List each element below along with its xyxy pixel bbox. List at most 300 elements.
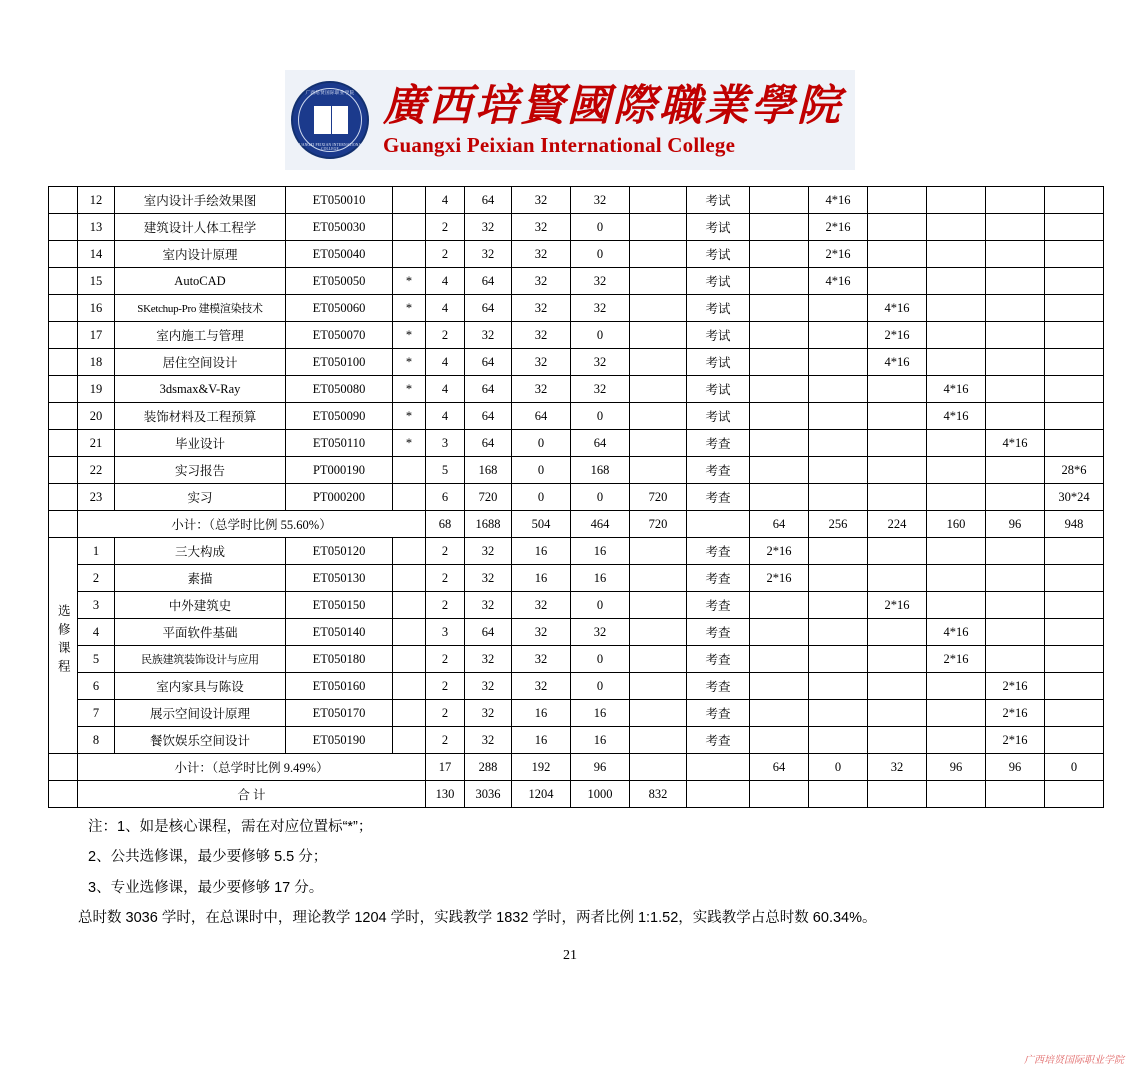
row-index: 5 [78, 646, 115, 673]
category-cell [49, 376, 78, 403]
term-3 [868, 538, 927, 565]
term-5 [986, 214, 1045, 241]
term-2: 2*16 [809, 214, 868, 241]
course-code: ET050060 [286, 295, 393, 322]
week-hours [630, 592, 687, 619]
core-star: * [393, 322, 426, 349]
assessment: 考查 [687, 538, 750, 565]
week-hours [630, 754, 687, 781]
course-name: 室内施工与管理 [115, 322, 286, 349]
practice-hours: 32 [571, 187, 630, 214]
term-1: 2*16 [750, 565, 809, 592]
term-6 [1045, 646, 1104, 673]
term-2: 4*16 [809, 268, 868, 295]
course-code: ET050180 [286, 646, 393, 673]
practice-hours: 16 [571, 727, 630, 754]
term-6 [1045, 727, 1104, 754]
theory-hours: 16 [512, 700, 571, 727]
core-star [393, 565, 426, 592]
theory-hours: 32 [512, 295, 571, 322]
term-5 [986, 781, 1045, 808]
table-row [49, 457, 1104, 484]
credit: 2 [426, 241, 465, 268]
total-hours: 720 [465, 484, 512, 511]
course-code: ET050140 [286, 619, 393, 646]
term-6 [1045, 565, 1104, 592]
assessment: 考查 [687, 457, 750, 484]
term-4 [927, 565, 986, 592]
term-6 [1045, 349, 1104, 376]
term-5 [986, 268, 1045, 295]
total-hours: 3036 [465, 781, 512, 808]
required-subtotal-row [49, 511, 1104, 538]
week-hours [630, 187, 687, 214]
assessment: 考试 [687, 268, 750, 295]
course-code: PT000200 [286, 484, 393, 511]
row-index: 16 [78, 295, 115, 322]
term-2 [809, 646, 868, 673]
assessment [687, 754, 750, 781]
course-code: ET050070 [286, 322, 393, 349]
course-name: 居住空间设计 [115, 349, 286, 376]
category-cell-elective [49, 538, 78, 754]
table-row [49, 592, 1104, 619]
course-name: 中外建筑史 [115, 592, 286, 619]
total-hours: 64 [465, 403, 512, 430]
credit: 4 [426, 295, 465, 322]
total-hours: 32 [465, 673, 512, 700]
practice-hours: 16 [571, 565, 630, 592]
week-hours [630, 376, 687, 403]
course-code: ET050190 [286, 727, 393, 754]
assessment: 考查 [687, 673, 750, 700]
total-hours: 64 [465, 187, 512, 214]
row-index: 23 [78, 484, 115, 511]
term-5: 2*16 [986, 673, 1045, 700]
practice-hours: 0 [571, 322, 630, 349]
core-star [393, 457, 426, 484]
total-hours: 32 [465, 700, 512, 727]
college-crest-icon [291, 81, 369, 159]
term-4: 4*16 [927, 403, 986, 430]
week-hours [630, 268, 687, 295]
total-hours: 288 [465, 754, 512, 781]
term-3: 2*16 [868, 592, 927, 619]
row-index: 17 [78, 322, 115, 349]
category-cell [49, 268, 78, 295]
course-code: ET050030 [286, 214, 393, 241]
college-name-en: Guangxi Peixian International College [383, 133, 736, 158]
assessment: 考试 [687, 376, 750, 403]
week-hours [630, 619, 687, 646]
core-star [393, 700, 426, 727]
credit: 5 [426, 457, 465, 484]
term-3: 4*16 [868, 295, 927, 322]
core-star: * [393, 376, 426, 403]
term-4 [927, 241, 986, 268]
core-star [393, 241, 426, 268]
theory-hours: 0 [512, 430, 571, 457]
category-cell [49, 241, 78, 268]
term-2: 0 [809, 754, 868, 781]
table-row [49, 268, 1104, 295]
course-code: ET050010 [286, 187, 393, 214]
note-1: 注：1、如是核心课程，需在对应位置标“*”； [88, 819, 373, 835]
course-name: SKetchup-Pro 建模渲染技术 [115, 295, 286, 322]
term-1 [750, 700, 809, 727]
theory-hours: 32 [512, 592, 571, 619]
core-star [393, 727, 426, 754]
course-name: 展示空间设计原理 [115, 700, 286, 727]
credit: 130 [426, 781, 465, 808]
term-1: 64 [750, 754, 809, 781]
course-name: 平面软件基础 [115, 619, 286, 646]
term-1 [750, 349, 809, 376]
term-3 [868, 484, 927, 511]
practice-hours: 32 [571, 295, 630, 322]
term-2 [809, 295, 868, 322]
term-1 [750, 592, 809, 619]
theory-hours: 32 [512, 214, 571, 241]
practice-hours: 16 [571, 700, 630, 727]
credit: 4 [426, 403, 465, 430]
credit: 4 [426, 349, 465, 376]
term-2 [809, 430, 868, 457]
assessment: 考查 [687, 727, 750, 754]
term-5 [986, 349, 1045, 376]
practice-hours: 32 [571, 619, 630, 646]
row-index: 7 [78, 700, 115, 727]
term-3 [868, 430, 927, 457]
total-hours: 32 [465, 214, 512, 241]
term-2 [809, 349, 868, 376]
term-4 [927, 349, 986, 376]
term-2 [809, 781, 868, 808]
total-hours: 64 [465, 295, 512, 322]
term-4: 4*16 [927, 376, 986, 403]
term-6 [1045, 187, 1104, 214]
course-name: 三大构成 [115, 538, 286, 565]
assessment: 考查 [687, 484, 750, 511]
term-6 [1045, 295, 1104, 322]
term-1 [750, 214, 809, 241]
assessment: 考查 [687, 619, 750, 646]
assessment: 考查 [687, 592, 750, 619]
assessment: 考查 [687, 430, 750, 457]
credit: 3 [426, 619, 465, 646]
assessment: 考查 [687, 646, 750, 673]
term-3 [868, 673, 927, 700]
assessment: 考查 [687, 700, 750, 727]
row-index: 13 [78, 214, 115, 241]
table-row [49, 700, 1104, 727]
week-hours [630, 295, 687, 322]
term-3: 224 [868, 511, 927, 538]
theory-hours: 504 [512, 511, 571, 538]
category-cell [49, 403, 78, 430]
practice-hours: 464 [571, 511, 630, 538]
term-6 [1045, 700, 1104, 727]
term-2: 2*16 [809, 241, 868, 268]
term-4 [927, 727, 986, 754]
term-6 [1045, 214, 1104, 241]
theory-hours: 192 [512, 754, 571, 781]
week-hours [630, 457, 687, 484]
week-hours [630, 349, 687, 376]
table-row [49, 322, 1104, 349]
table-row [49, 565, 1104, 592]
core-star [393, 673, 426, 700]
credit: 2 [426, 700, 465, 727]
practice-hours: 0 [571, 484, 630, 511]
course-name: 装饰材料及工程预算 [115, 403, 286, 430]
term-5 [986, 484, 1045, 511]
week-hours [630, 241, 687, 268]
total-hours: 32 [465, 646, 512, 673]
course-name: 室内设计手绘效果图 [115, 187, 286, 214]
grand-total-label: 合 计 [78, 781, 426, 808]
term-2 [809, 619, 868, 646]
term-4: 4*16 [927, 619, 986, 646]
practice-hours: 1000 [571, 781, 630, 808]
term-5: 2*16 [986, 727, 1045, 754]
credit: 2 [426, 646, 465, 673]
term-4 [927, 187, 986, 214]
total-hours: 32 [465, 727, 512, 754]
course-code: PT000190 [286, 457, 393, 484]
practice-hours: 0 [571, 673, 630, 700]
row-index: 15 [78, 268, 115, 295]
week-hours [630, 322, 687, 349]
term-6 [1045, 403, 1104, 430]
table-row [49, 295, 1104, 322]
category-cell [49, 484, 78, 511]
term-5 [986, 322, 1045, 349]
term-1 [750, 241, 809, 268]
term-6 [1045, 241, 1104, 268]
week-hours: 720 [630, 511, 687, 538]
term-2 [809, 565, 868, 592]
practice-hours: 0 [571, 592, 630, 619]
credit: 4 [426, 187, 465, 214]
credit: 6 [426, 484, 465, 511]
credit: 2 [426, 673, 465, 700]
category-cell [49, 349, 78, 376]
course-code: ET050160 [286, 673, 393, 700]
total-hours: 32 [465, 322, 512, 349]
course-name: 室内家具与陈设 [115, 673, 286, 700]
practice-hours: 168 [571, 457, 630, 484]
term-5 [986, 457, 1045, 484]
term-6 [1045, 619, 1104, 646]
practice-hours: 64 [571, 430, 630, 457]
subtotal-label: 小计：（总学时比例 55.60%） [78, 511, 426, 538]
row-index: 4 [78, 619, 115, 646]
term-1 [750, 673, 809, 700]
course-code: ET050110 [286, 430, 393, 457]
credit: 4 [426, 268, 465, 295]
week-hours [630, 403, 687, 430]
subtotal-label: 小计：（总学时比例 9.49%） [78, 754, 426, 781]
practice-hours: 0 [571, 646, 630, 673]
practice-hours: 96 [571, 754, 630, 781]
practice-hours: 32 [571, 376, 630, 403]
row-index: 20 [78, 403, 115, 430]
term-5: 96 [986, 754, 1045, 781]
course-name: 室内设计原理 [115, 241, 286, 268]
practice-hours: 32 [571, 349, 630, 376]
course-name: 民族建筑装饰设计与应用 [115, 646, 286, 673]
term-6: 30*24 [1045, 484, 1104, 511]
term-1 [750, 322, 809, 349]
term-4 [927, 538, 986, 565]
core-star: * [393, 349, 426, 376]
table-row [49, 646, 1104, 673]
row-index: 2 [78, 565, 115, 592]
practice-hours: 16 [571, 538, 630, 565]
total-hours: 64 [465, 349, 512, 376]
term-5 [986, 538, 1045, 565]
course-name: 实习 [115, 484, 286, 511]
assessment: 考试 [687, 322, 750, 349]
total-hours: 64 [465, 376, 512, 403]
term-6 [1045, 268, 1104, 295]
course-code: ET050080 [286, 376, 393, 403]
category-cell [49, 430, 78, 457]
practice-hours: 0 [571, 214, 630, 241]
table-row [49, 484, 1104, 511]
category-cell [49, 511, 78, 538]
term-1 [750, 187, 809, 214]
term-4: 96 [927, 754, 986, 781]
term-3 [868, 781, 927, 808]
week-hours [630, 700, 687, 727]
term-3 [868, 376, 927, 403]
assessment: 考试 [687, 241, 750, 268]
term-3 [868, 187, 927, 214]
term-3 [868, 619, 927, 646]
term-1: 64 [750, 511, 809, 538]
total-hours: 32 [465, 565, 512, 592]
theory-hours: 32 [512, 241, 571, 268]
row-index: 21 [78, 430, 115, 457]
category-cell [49, 322, 78, 349]
core-star [393, 187, 426, 214]
term-5 [986, 376, 1045, 403]
row-index: 14 [78, 241, 115, 268]
row-index: 22 [78, 457, 115, 484]
table-row [49, 187, 1104, 214]
row-index: 19 [78, 376, 115, 403]
term-4 [927, 322, 986, 349]
credit: 2 [426, 565, 465, 592]
week-hours [630, 214, 687, 241]
week-hours [630, 430, 687, 457]
term-5 [986, 241, 1045, 268]
category-cell [49, 457, 78, 484]
curriculum-table [48, 186, 1104, 808]
crest-bottom-text: GUANGXI PEIXIAN INTERNATIONAL COLLEGE [296, 143, 364, 151]
term-2 [809, 727, 868, 754]
term-2 [809, 457, 868, 484]
course-code: ET050100 [286, 349, 393, 376]
course-code: ET050040 [286, 241, 393, 268]
term-4 [927, 457, 986, 484]
course-code: ET050090 [286, 403, 393, 430]
term-6 [1045, 430, 1104, 457]
assessment [687, 511, 750, 538]
total-hours: 64 [465, 268, 512, 295]
term-1 [750, 403, 809, 430]
week-hours [630, 538, 687, 565]
practice-hours: 0 [571, 241, 630, 268]
assessment [687, 781, 750, 808]
credit: 68 [426, 511, 465, 538]
term-3 [868, 268, 927, 295]
theory-hours: 32 [512, 322, 571, 349]
category-cell [49, 187, 78, 214]
assessment: 考试 [687, 295, 750, 322]
term-2 [809, 403, 868, 430]
term-1 [750, 781, 809, 808]
term-1 [750, 727, 809, 754]
theory-hours: 32 [512, 619, 571, 646]
grand-total-row [49, 781, 1104, 808]
category-cell [49, 781, 78, 808]
core-star: * [393, 430, 426, 457]
term-3 [868, 565, 927, 592]
assessment: 考试 [687, 403, 750, 430]
term-3: 4*16 [868, 349, 927, 376]
table-row [49, 241, 1104, 268]
assessment: 考试 [687, 214, 750, 241]
credit: 4 [426, 376, 465, 403]
course-name: 毕业设计 [115, 430, 286, 457]
footer-watermark: 广西培贤国际职业学院 [1024, 1055, 1124, 1066]
term-4 [927, 781, 986, 808]
course-name: AutoCAD [115, 268, 286, 295]
term-6 [1045, 322, 1104, 349]
term-1 [750, 430, 809, 457]
table-row [49, 430, 1104, 457]
term-6 [1045, 673, 1104, 700]
term-4 [927, 673, 986, 700]
credit: 3 [426, 430, 465, 457]
table-row [49, 727, 1104, 754]
course-name: 3dsmax&V-Ray [115, 376, 286, 403]
term-4 [927, 592, 986, 619]
practice-hours: 32 [571, 268, 630, 295]
term-5: 4*16 [986, 430, 1045, 457]
core-star [393, 646, 426, 673]
theory-hours: 1204 [512, 781, 571, 808]
term-3 [868, 403, 927, 430]
term-4 [927, 268, 986, 295]
term-1 [750, 295, 809, 322]
term-3 [868, 727, 927, 754]
week-hours [630, 565, 687, 592]
assessment: 考查 [687, 565, 750, 592]
term-6 [1045, 376, 1104, 403]
term-2: 256 [809, 511, 868, 538]
course-code: ET050150 [286, 592, 393, 619]
term-1 [750, 268, 809, 295]
credit: 2 [426, 538, 465, 565]
course-name: 建筑设计人体工程学 [115, 214, 286, 241]
course-code: ET050130 [286, 565, 393, 592]
category-cell [49, 214, 78, 241]
assessment: 考试 [687, 349, 750, 376]
